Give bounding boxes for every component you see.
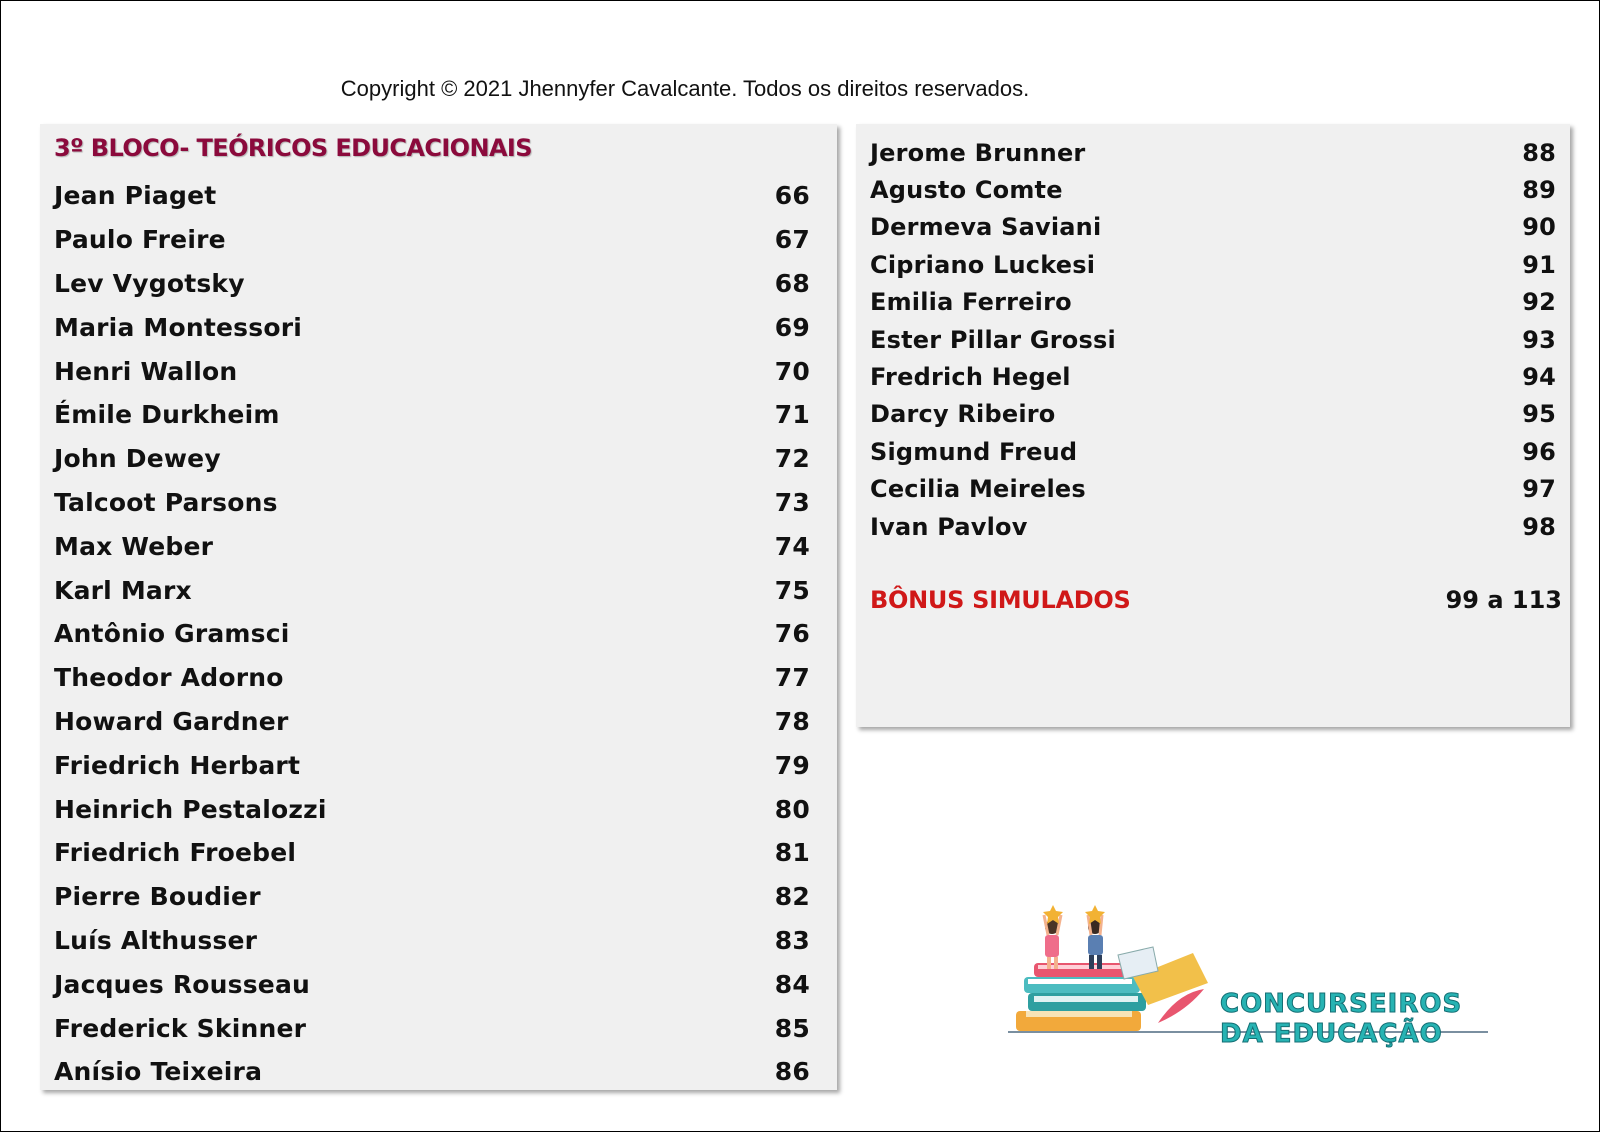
- index-entry: [870, 284, 1562, 321]
- entry-name: Ester Pillar Grossi: [870, 325, 1116, 354]
- entry-page-number: 67: [774, 225, 810, 255]
- entry-name: Paulo Freire: [54, 225, 226, 255]
- brand-line-2: DA EDUCAÇÃO: [1220, 1019, 1443, 1049]
- copyright-notice: Copyright © 2021 Jhennyfer Cavalcante. Todos os direitos reservados.: [340, 76, 1030, 101]
- entry-name: Theodor Adorno: [54, 663, 284, 693]
- index-entry: [54, 743, 816, 787]
- right-index-list: [870, 134, 1562, 545]
- entry-page-number: 81: [774, 838, 810, 868]
- index-entry: [870, 471, 1562, 508]
- entry-page-number: 68: [774, 268, 810, 298]
- index-entry: [54, 393, 816, 437]
- entry-page-number: 78: [774, 706, 810, 736]
- entry-page-number: 89: [1522, 176, 1556, 205]
- entry-name: Fredrich Hegel: [870, 363, 1071, 392]
- entry-name: Karl Marx: [54, 575, 192, 605]
- entry-name: Friedrich Herbart: [54, 750, 301, 780]
- entry-page-number: 85: [774, 1013, 810, 1043]
- entry-name: Dermeva Saviani: [870, 213, 1102, 242]
- entry-name: Pierre Boudier: [54, 882, 261, 912]
- right-panel: [856, 124, 1570, 727]
- index-entry: [54, 787, 816, 831]
- index-entry: [54, 919, 816, 963]
- index-entry: [54, 656, 816, 700]
- entry-name: Max Weber: [54, 531, 214, 561]
- index-entry: [870, 396, 1562, 433]
- entry-page-number: 91: [1522, 250, 1556, 279]
- entry-name: Émile Durkheim: [54, 400, 280, 430]
- bonus-page-range: 99 a 113: [1445, 586, 1562, 614]
- entry-name: Friedrich Froebel: [54, 838, 297, 868]
- index-entry: [54, 262, 816, 306]
- brand-line-1: CONCURSEIROS: [1220, 989, 1463, 1019]
- entry-page-number: 95: [1522, 400, 1556, 429]
- entry-name: Sigmund Freud: [870, 437, 1078, 466]
- index-entry: [54, 831, 816, 875]
- entry-page-number: 96: [1522, 437, 1556, 466]
- index-entry: [54, 568, 816, 612]
- entry-name: Frederick Skinner: [54, 1013, 307, 1043]
- index-entry: [54, 962, 816, 1006]
- index-entry: [54, 349, 816, 393]
- index-entry: [54, 612, 816, 656]
- entry-name: Cipriano Luckesi: [870, 250, 1096, 279]
- block-title: 3º BLOCO- TEÓRICOS EDUCACIONAIS: [54, 134, 532, 162]
- entry-name: Jacques Rousseau: [54, 969, 311, 999]
- index-entry: [54, 1006, 816, 1050]
- entry-name: Maria Montessori: [54, 312, 303, 342]
- brand-logo: [1008, 905, 1528, 1055]
- entry-page-number: 76: [774, 619, 810, 649]
- entry-name: Henri Wallon: [54, 356, 238, 386]
- index-entry: [870, 321, 1562, 358]
- entry-page-number: 77: [774, 663, 810, 693]
- index-entry: [54, 524, 816, 568]
- index-entry: [54, 1050, 816, 1094]
- index-entry: [54, 481, 816, 525]
- left-index-list: [54, 174, 816, 1094]
- index-entry: [870, 433, 1562, 470]
- entry-page-number: 72: [774, 444, 810, 474]
- index-entry: [54, 305, 816, 349]
- entry-page-number: 92: [1522, 288, 1556, 317]
- entry-name: Antônio Gramsci: [54, 619, 290, 649]
- entry-page-number: 75: [774, 575, 810, 605]
- index-entry: [870, 171, 1562, 208]
- bonus-row: [870, 586, 1562, 614]
- entry-page-number: 66: [774, 181, 810, 211]
- entry-name: Cecilia Meireles: [870, 475, 1086, 504]
- entry-name: Luís Althusser: [54, 925, 258, 955]
- entry-page-number: 83: [774, 925, 810, 955]
- index-entry: [54, 437, 816, 481]
- entry-page-number: 82: [774, 882, 810, 912]
- entry-name: Anísio Teixeira: [54, 1057, 263, 1087]
- brand-wordmark: [1220, 989, 1462, 1049]
- index-entry: [870, 246, 1562, 283]
- entry-name: Emilia Ferreiro: [870, 288, 1072, 317]
- entry-name: John Dewey: [54, 444, 221, 474]
- entry-page-number: 74: [774, 531, 810, 561]
- index-entry: [870, 508, 1562, 545]
- entry-name: Darcy Ribeiro: [870, 400, 1056, 429]
- index-entry: [870, 358, 1562, 395]
- index-entry: [870, 209, 1562, 246]
- entry-name: Agusto Comte: [870, 176, 1063, 205]
- entry-page-number: 70: [774, 356, 810, 386]
- bonus-label: BÔNUS SIMULADOS: [870, 586, 1131, 614]
- entry-name: Lev Vygotsky: [54, 268, 245, 298]
- entry-name: Howard Gardner: [54, 706, 289, 736]
- entry-name: Heinrich Pestalozzi: [54, 794, 327, 824]
- entry-page-number: 94: [1522, 363, 1556, 392]
- entry-name: Talcoot Parsons: [54, 487, 278, 517]
- entry-page-number: 73: [774, 487, 810, 517]
- index-entry: [54, 875, 816, 919]
- entry-page-number: 97: [1522, 475, 1556, 504]
- entry-page-number: 86: [774, 1057, 810, 1087]
- index-entry: [870, 134, 1562, 171]
- entry-page-number: 71: [774, 400, 810, 430]
- entry-name: Ivan Pavlov: [870, 512, 1028, 541]
- entry-page-number: 80: [774, 794, 810, 824]
- index-entry: [54, 700, 816, 744]
- entry-page-number: 84: [774, 969, 810, 999]
- entry-name: Jean Piaget: [54, 181, 217, 211]
- index-entry: [54, 218, 816, 262]
- entry-page-number: 90: [1522, 213, 1556, 242]
- entry-page-number: 88: [1522, 138, 1556, 167]
- entry-name: Jerome Brunner: [870, 138, 1086, 167]
- index-entry: [54, 174, 816, 218]
- entry-page-number: 79: [774, 750, 810, 780]
- entry-page-number: 93: [1522, 325, 1556, 354]
- entry-page-number: 69: [774, 312, 810, 342]
- left-panel: [40, 124, 837, 1090]
- entry-page-number: 98: [1522, 512, 1556, 541]
